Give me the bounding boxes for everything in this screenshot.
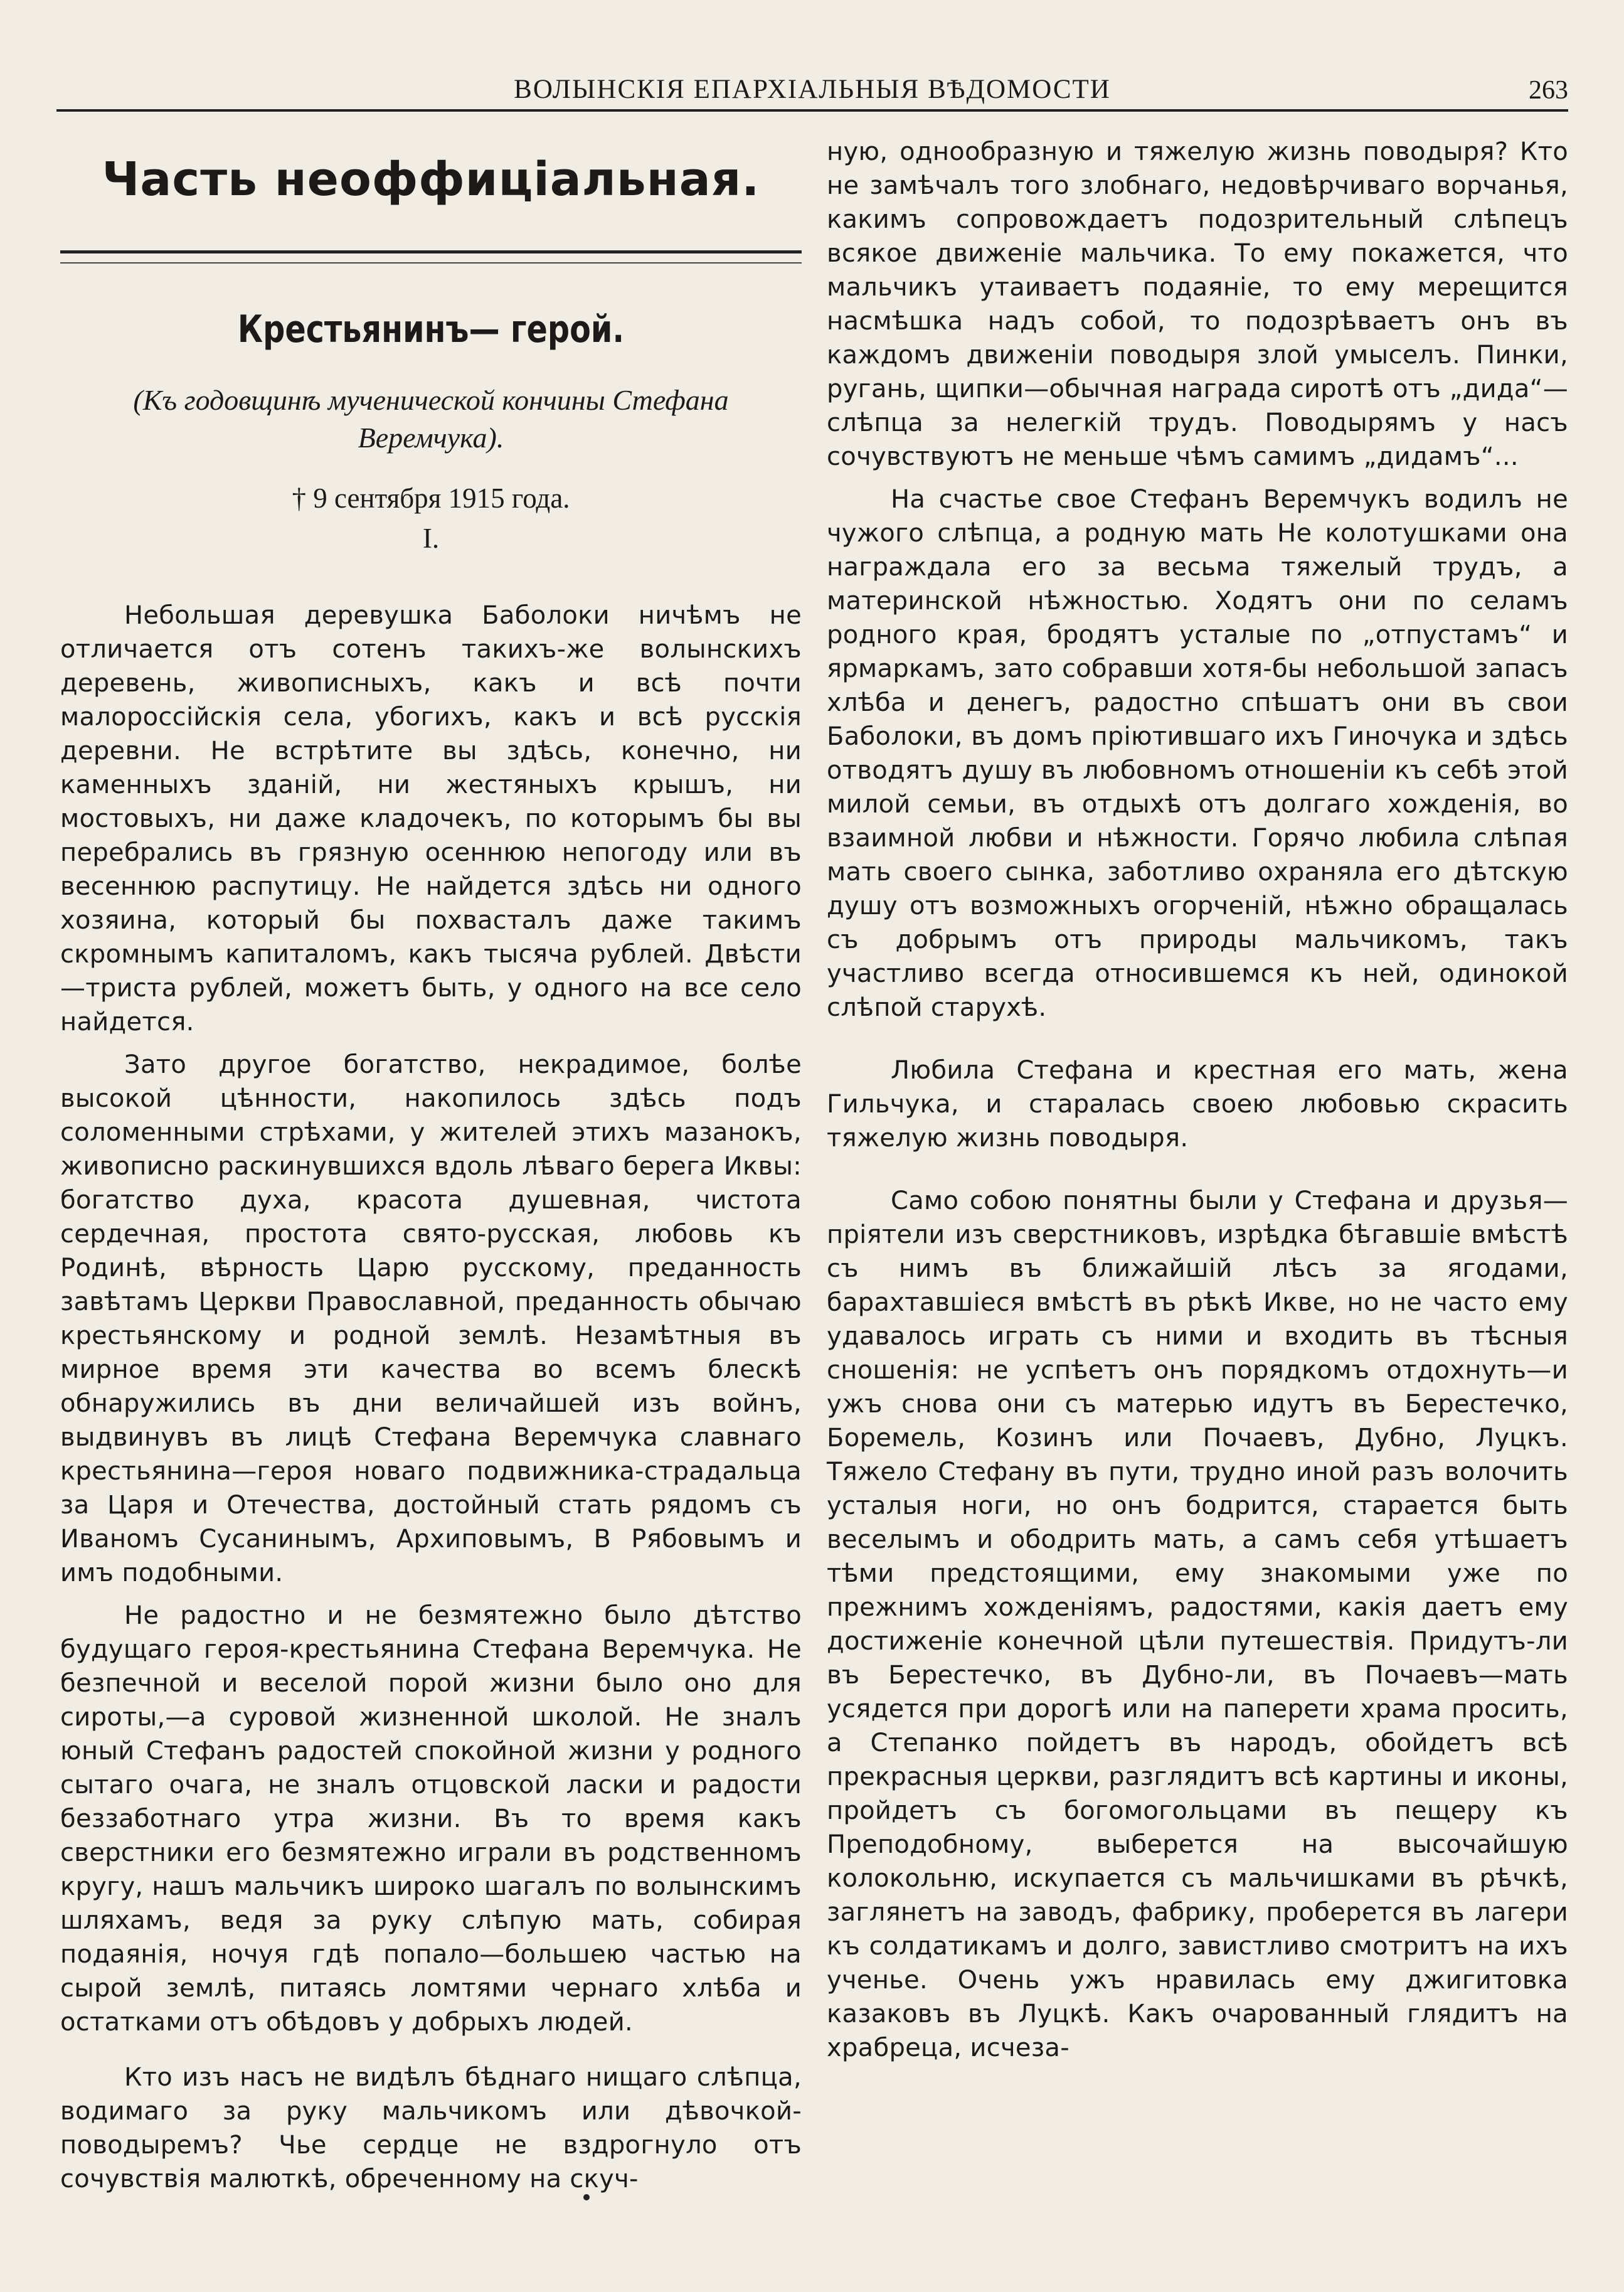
journal-title: ВОЛЫНСКІЯ ЕПАРХІАЛЬНЫЯ ВѢДОМОСТИ: [514, 75, 1111, 104]
running-head: [56, 70, 1568, 114]
paragraph: Не радостно и не безмятежно было дѣтство будущаго героя-крестьянина Стефана Веремчука. Не безпечной и веселой порой жизни было оно для сироты,—а суровой жизненной школой. Не зналъ юный Стефанъ радостей спокойной жизни у родного сытаго очага, не зналъ отцовской ласки и радости беззаботнаго утра жизни. Въ то время какъ сверстники его безмятежно играли въ родственномъ кругу, нашъ мальчикъ широко шагалъ по волынскимъ шляхамъ, ведя за руку слѣпую мать, собирая подаянія, ночуя гдѣ попало—большею частью на сырой землѣ, питаясь ломтями чернаго хлѣба и остатками отъ обѣдовъ у добрыхъ людей.: [60, 1601, 802, 2037]
page-mark: [583, 2194, 590, 2200]
page-number: 263: [1529, 76, 1568, 105]
chapter-number: I.: [422, 523, 440, 554]
article-title: Крестьянинъ— герой.: [237, 307, 625, 351]
paragraph: Зато другое богатство, некрадимое, болѣе высокой цѣнности, накопилось здѣсь подъ соломенными стрѣхами, у жителей этихъ мазанокъ, живописно раскинувшихся вдоль лѣваго берега Иквы: богатство духа, красота душевная, чистота сердечная, простота свято-русская, любовь къ Родинѣ, вѣрность Царю русскому, преданность завѣтамъ Церкви Православной, преданность обычаю крестьянскому и родной землѣ. Незамѣтныя въ мирное время эти качества во всемъ блескѣ обнаружились въ дни величайшей изъ войнъ, выдвинувъ въ лицѣ Стефана Веремчука славнаго крестьянина—героя новаго подвижника-страдальца за Царя и Отечества, достойный стать рядомъ съ Иваномъ Сусанинымъ, Архиповымъ, В Рябовымъ и имъ подобными.: [60, 1050, 802, 1587]
paragraph: На счастье свое Стефанъ Веремчукъ водилъ не чужого слѣпца, а родную мать Не колотушками она награждала его за весьма тяжелый трудъ, а материнской нѣжностью. Ходятъ они по селамъ родного края, бродятъ усталые по „отпустамъ“ и ярмаркамъ, зато собравши хотя-бы небольшой запасъ хлѣба и денегъ, радостно спѣшатъ они въ свои Баболоки, въ домъ пріютившаго ихъ Гиночука и здѣсь отводятъ душу въ любовномъ отношеніи къ себѣ этой милой семьи, въ отдыхѣ отъ долгаго хожденія, во взаимной любви и нѣжности. Горячо любила слѣпая мать своего сынка, заботливо охраняла его дѣтскую душу отъ возможныхъ огорченій, нѣжно обращалась съ добрымъ отъ природы мальчикомъ, такъ участливо всегда относившемся къ ней, одинокой слѣпой старухѣ.: [827, 485, 1568, 1022]
paragraph: ную, однообразную и тяжелую жизнь поводыря? Кто не замѣчалъ того злобнаго, недовѣрчиваго ворчанья, какимъ сопровождаетъ подозрительный слѣпецъ всякое движеніе мальчика. То ему покажется, что мальчикъ утаиваетъ подаяніе, то ему мерещится насмѣшка надъ собой, то подозрѣваетъ онъ въ каждомъ движеніи поводыря злой умыселъ. Пинки, ругань, щипки—обычная награда сиротѣ отъ „дида“—слѣпца за нелегкій трудъ. Поводырямъ у насъ сочувствуютъ не меньше чѣмъ самимъ „дидамъ“...: [827, 137, 1568, 471]
section-title: Часть неоффиціальная.: [102, 152, 760, 206]
paragraph: Само собою понятны были у Стефана и друзья—пріятели изъ сверстниковъ, изрѣдка бѣгавшіе вмѣстѣ съ нимъ въ ближайшій лѣсъ за ягодами, барахтавшіеся вмѣстѣ въ рѣкѣ Икве, но не часто ему удавалось играть съ ними и входить въ тѣсныя сношенія: не успѣетъ онъ порядкомъ отдохнуть—и ужъ снова они съ матерью идутъ въ Берестечко, Боремель, Козинъ или Почаевъ, Дубно, Луцкъ. Тяжело Стефану въ пути, трудно иной разъ волочить усталыя ноги, но онъ бодрится, старается быть веселымъ и ободрить мать, а самъ себя утѣшаетъ тѣми предстоящими, ему знакомыми уже по прежнимъ хожденіямъ, радостями, какія даетъ ему достиженіе конечной цѣли путешествія. Придутъ-ли въ Берестечко, въ Дубно-ли, въ Почаевъ—мать усядется при дорогѣ или на паперети храма просить, а Степанко пойдетъ въ народъ, обойдетъ всѣ прекрасныя церкви, разглядитъ всѣ картины и иконы, пройдетъ съ богомогольцами въ пещеру къ Преподобному, выберется на высочайшую колокольню, искупается съ мальчишками въ рѣчкѣ, заглянетъ на заводъ, фабрику, проберется въ лагери къ солдатикамъ и долго, завистливо смотритъ на ихъ ученье. Очень ужъ нравилась ему джигитовка казаковъ въ Луцкѣ. Какъ очарованный глядитъ на храбреца, исчеза-: [827, 1186, 1568, 2062]
right-column: [827, 135, 1568, 2065]
header-rule: [56, 109, 1568, 112]
section-divider: [60, 250, 802, 264]
article-date: † 9 сентября 1915 года.: [292, 482, 570, 514]
article-dedication: (Къ годовщинѣ мученической кончины Стефана Веремчука).: [133, 384, 729, 454]
paragraph: Небольшая деревушка Баболоки ничѣмъ не отличается отъ сотенъ такихъ-же волынскихъ деревень, живописныхъ, какъ и всѣ почти малороссійскія села, убогихъ, какъ и всѣ русскія деревни. Не встрѣтите вы здѣсь, конечно, ни каменныхъ зданій, ни жестяныхъ крышъ, ни мостовыхъ, ни даже кладочекъ, по которымъ бы вы перебрались въ грязную осеннюю непогоду или въ весеннюю распутицу. Не найдется здѣсь ни одного хозяина, который бы похвасталъ даже такимъ скромнымъ капиталомъ, какъ тысяча рублей. Двѣсти—триста рублей, можетъ быть, у одного на все село найдется.: [60, 601, 802, 1037]
paragraph: Кто изъ насъ не видѣлъ бѣднаго нищаго слѣпца, водимаго за руку мальчикомъ или дѣвочкой-поводыремъ? Чье сердце не вздрогнуло отъ сочувствія малюткѣ, обреченному на скуч-: [60, 2063, 802, 2193]
paragraph: Любила Стефана и крестная его мать, жена Гильчука, и старалась своею любовью скрасить тяжелую жизнь поводыря.: [827, 1056, 1568, 1153]
left-column: [60, 135, 802, 2196]
